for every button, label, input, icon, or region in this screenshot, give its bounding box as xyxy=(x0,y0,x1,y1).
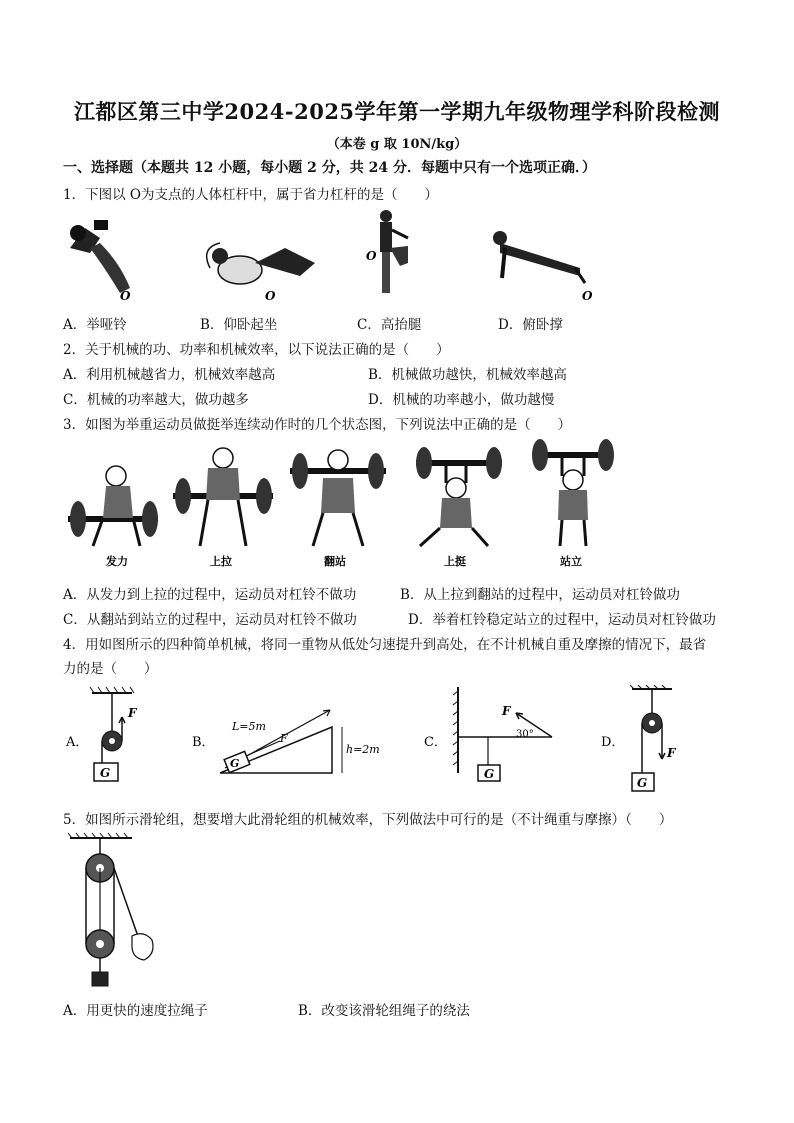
q3-figure-power xyxy=(68,466,158,546)
q4-force-b: F xyxy=(280,732,288,745)
q1-option-a[interactable]: A．举哑铃 xyxy=(63,317,127,333)
page-subtitle: （本卷 g 取 10N/kg） xyxy=(326,137,468,152)
q1-pivot-b: O xyxy=(265,289,276,303)
q4-height-label: h=2m xyxy=(346,743,380,756)
q5-pulley-figure xyxy=(62,832,172,992)
q5-stem: 5．如图所示滑轮组，想要增大此滑轮组的机械效率，下列做法中可行的是（不计绳重与摩擦）（ ） xyxy=(63,812,673,828)
q4-force-c: F xyxy=(502,704,511,718)
q2-option-c[interactable]: C．机械的功率越大，做功越多 xyxy=(63,392,249,408)
q2-option-a[interactable]: A．利用机械越省力，机械效率越高 xyxy=(63,367,276,383)
q4-stem-line2: 力的是（ ） xyxy=(63,661,158,677)
q4-label-d: D． xyxy=(601,735,625,750)
q4-figure-c-lever xyxy=(453,687,552,781)
q1-option-b[interactable]: B．仰卧起坐 xyxy=(200,317,278,333)
q4-force-d: F xyxy=(667,746,676,760)
q1-option-c[interactable]: C．高抬腿 xyxy=(357,317,422,333)
q3-caption-power: 发力 xyxy=(106,555,128,568)
q4-length-label: L=5m xyxy=(232,720,266,733)
q1-figures xyxy=(60,208,620,308)
q4-label-b: B． xyxy=(192,735,215,750)
q5-option-b[interactable]: B．改变该滑轮组绳子的绕法 xyxy=(298,1003,470,1019)
q4-force-a: F xyxy=(128,706,137,720)
q3-option-b[interactable]: B．从上拉到翻站的过程中，运动员对杠铃做功 xyxy=(400,587,680,603)
section-heading: 一、选择题（本题共 12 小题，每小题 2 分，共 24 分．每题中只有一个选项正确．） xyxy=(63,160,596,176)
q1-pivot-a: O xyxy=(120,289,131,303)
q3-figure-clean xyxy=(290,450,386,546)
q1-pivot-d: O xyxy=(582,289,593,303)
q3-option-a[interactable]: A．从发力到上拉的过程中，运动员对杠铃不做功 xyxy=(63,587,357,603)
q4-figure-a-fixed-pulley xyxy=(90,687,134,781)
q4-weight-a: G xyxy=(100,766,111,780)
q3-stem: 3．如图为举重运动员做挺举连续动作时的几个状态图，下列说法中正确的是（ ） xyxy=(63,417,572,433)
q4-weight-b: G xyxy=(230,757,240,770)
q3-figure-pull xyxy=(173,448,273,546)
q1-figure-situp xyxy=(207,243,315,284)
q4-figures xyxy=(60,685,700,797)
q3-figure-stand xyxy=(532,439,614,546)
q4-label-a: A． xyxy=(66,735,89,750)
q1-stem: 1．下图以 O为支点的人体杠杆中，属于省力杠杆的是（ ） xyxy=(63,187,438,203)
q3-caption-stand: 站立 xyxy=(560,555,582,568)
q3-caption-pull: 上拉 xyxy=(210,555,232,568)
q5-option-a[interactable]: A．用更快的速度拉绳子 xyxy=(63,1003,208,1019)
q3-caption-clean: 翻站 xyxy=(324,555,346,568)
q1-option-d[interactable]: D．俯卧撑 xyxy=(498,317,563,333)
q4-weight-c: G xyxy=(484,767,495,781)
q3-option-d[interactable]: D．举着杠铃稳定站立的过程中，运动员对杠铃做功 xyxy=(408,612,716,628)
q4-label-c: C． xyxy=(424,735,447,750)
q4-angle-label: 30° xyxy=(516,729,534,740)
q4-weight-d: G xyxy=(637,776,648,790)
q2-option-d[interactable]: D．机械的功率越小，做功越慢 xyxy=(368,392,555,408)
q2-stem: 2．关于机械的功、功率和机械效率，以下说法正确的是（ ） xyxy=(63,342,450,358)
q3-option-c[interactable]: C．从翻站到站立的过程中，运动员对杠铃不做功 xyxy=(63,612,357,628)
q1-figure-high-knee xyxy=(380,210,408,293)
page-title: 江都区第三中学2024-2025学年第一学期九年级物理学科阶段检测 xyxy=(73,99,721,124)
q5-weight-block xyxy=(92,972,108,986)
q2-option-b[interactable]: B．机械做功越快，机械效率越高 xyxy=(368,367,567,383)
q5-hand xyxy=(132,934,153,960)
q4-stem-line1: 4．用如图所示的四种简单机械，将同一重物从低处匀速提升到高处，在不计机械自重及摩擦的情况下，最省 xyxy=(63,637,707,653)
q1-pivot-c: O xyxy=(366,249,377,263)
q3-figures xyxy=(68,438,628,573)
q1-figure-pushup xyxy=(493,231,585,283)
q1-figure-dumbbell-arm xyxy=(70,220,130,293)
q3-figure-jerk xyxy=(416,447,502,546)
q3-caption-jerk: 上挺 xyxy=(444,555,466,568)
